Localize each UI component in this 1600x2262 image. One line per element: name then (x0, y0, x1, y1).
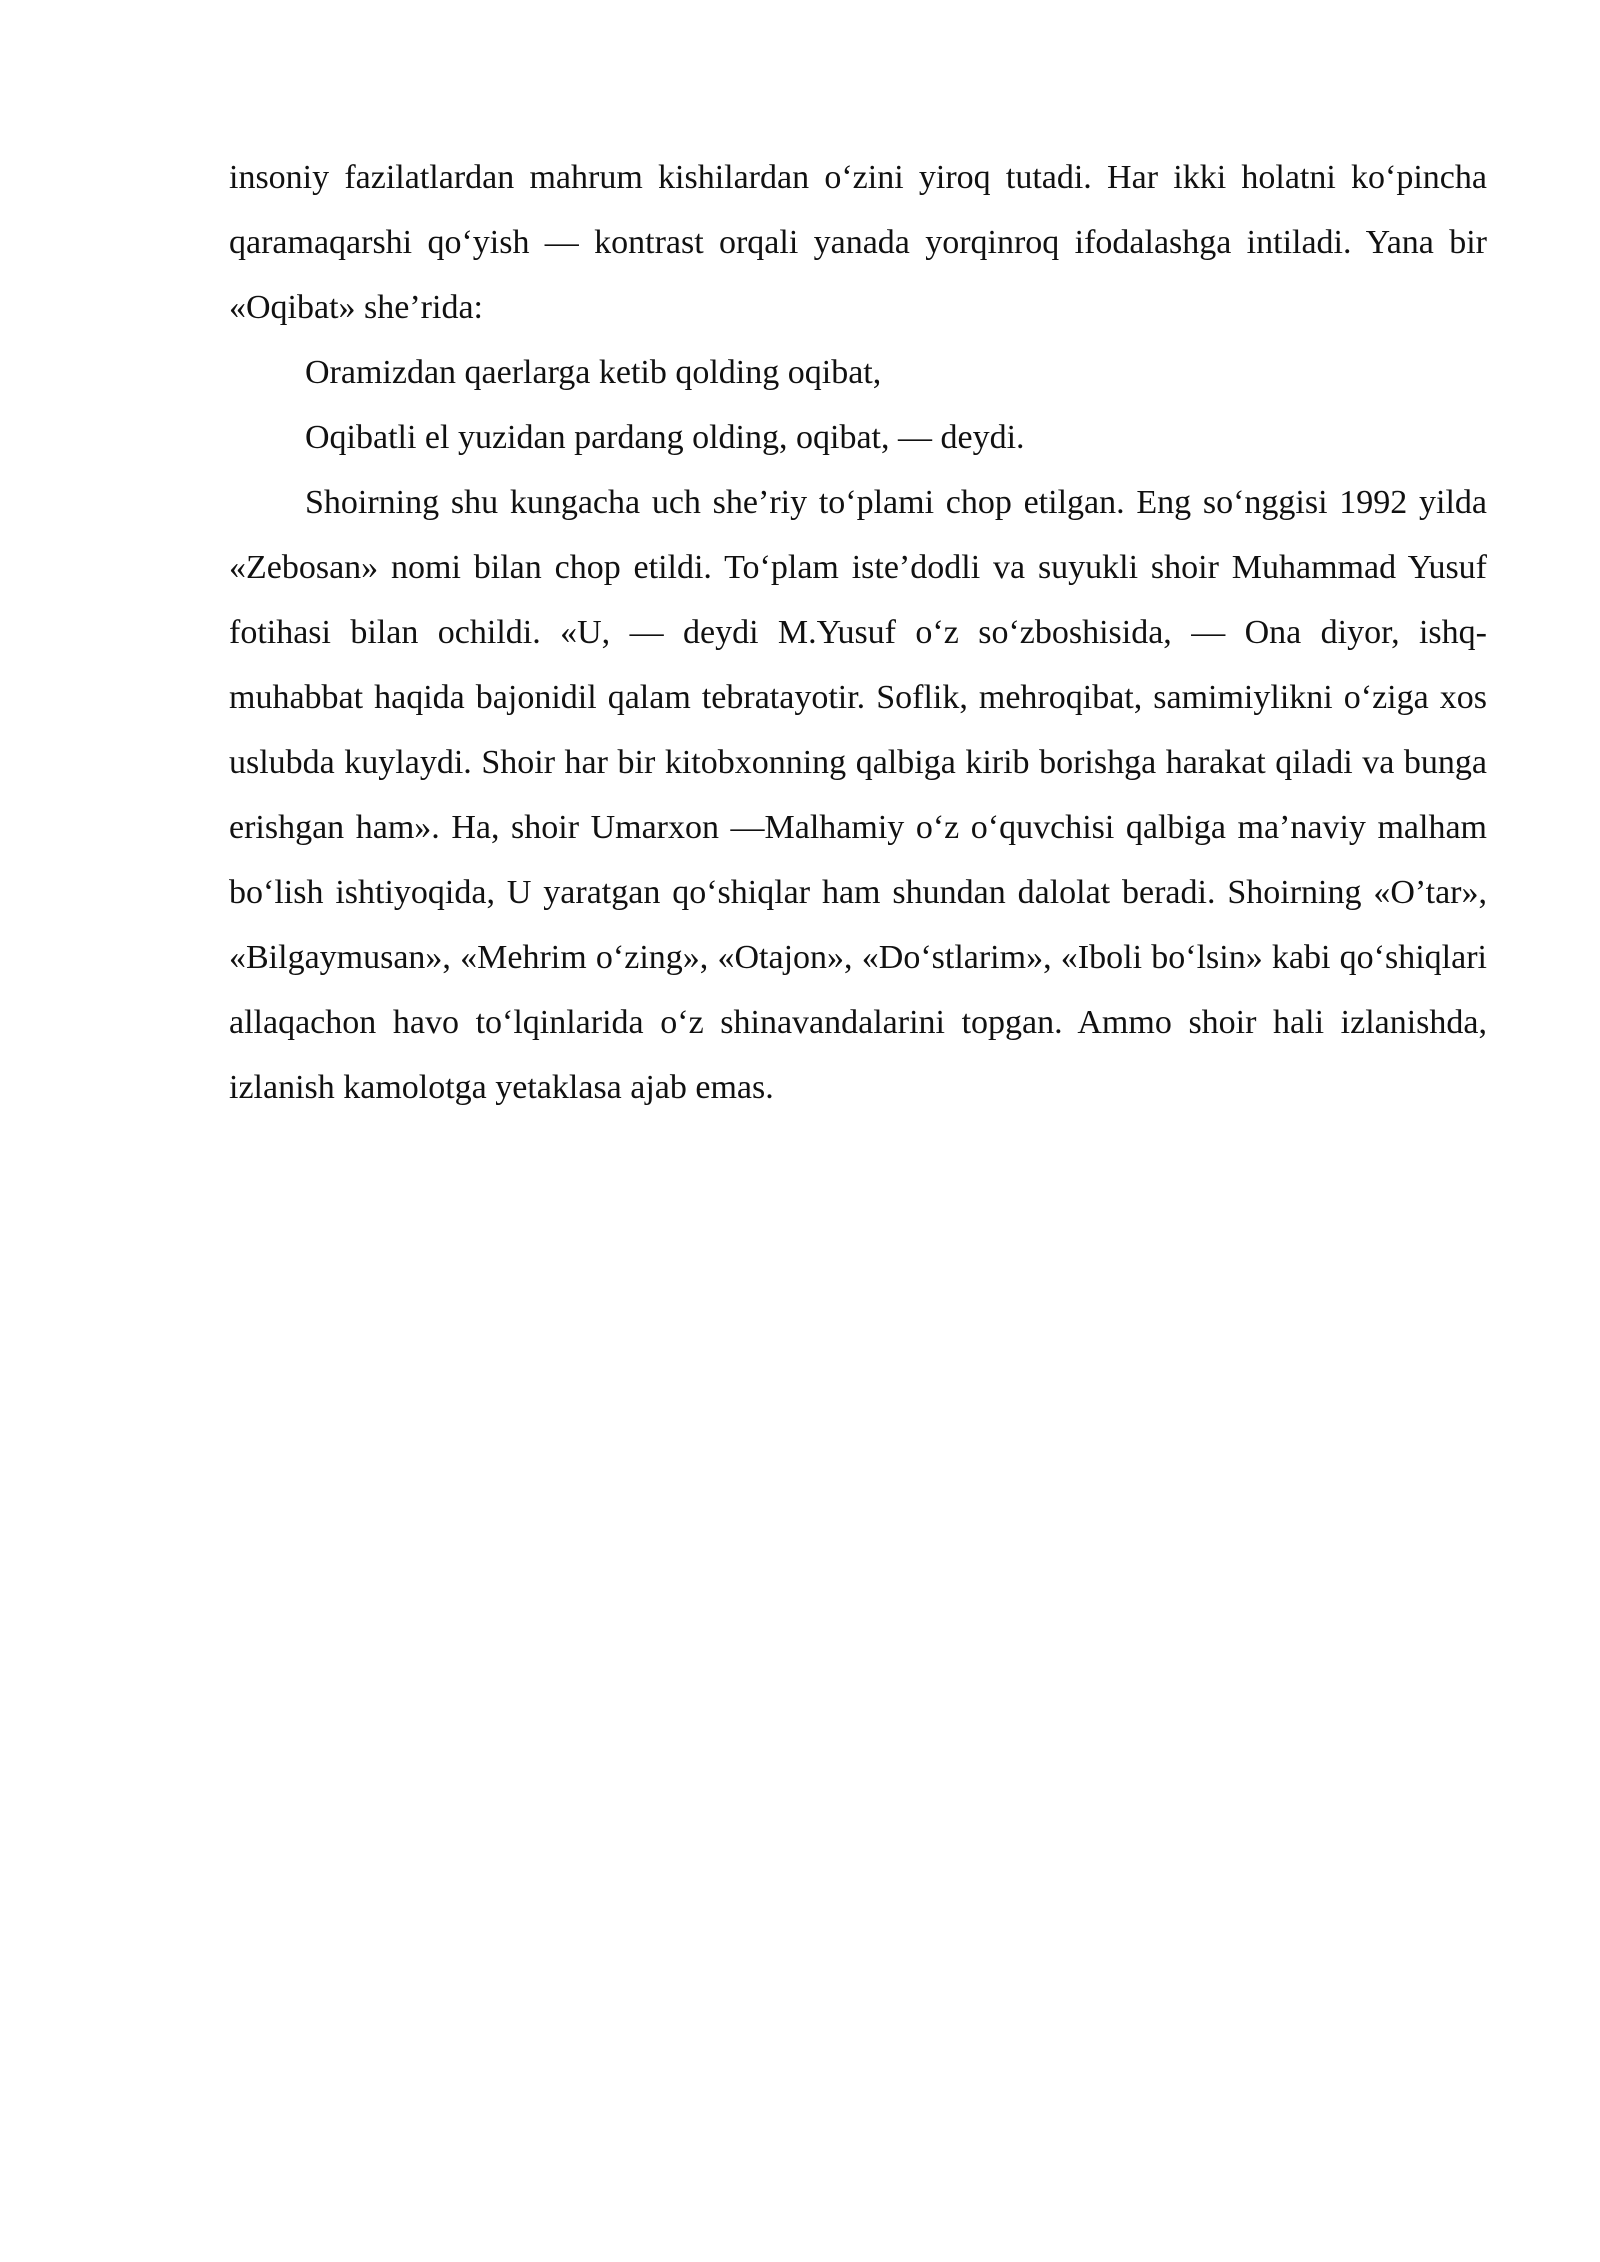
verse-line-2: Oqibatli el yuzidan pardang olding, oqibat, — deydi. (305, 419, 1025, 456)
paragraph-main: Shoirning shu kungacha uch she’riy to‘plami chop etilgan. Eng so‘nggisi 1992 yilda «Zebosan» nomi bilan chop etildi. To‘plam iste’dodli va suyukli shoir Muhammad Yusuf fotihasi bilan ochildi. «U, — deydi M.Yusuf o‘z so‘zboshisida, — Ona diyor, ishq-muhabbat haqida bajonidil qalam tebratayotir. Soflik, mehroqibat, samimiylikni o‘ziga xos uslubda kuylaydi. Shoir har bir kitobxonning qalbiga kirib borishga harakat qiladi va bunga erishgan ham». Ha, shoir Umarxon —Malhamiy o‘z o‘quvchisi qalbiga ma’naviy malham bo‘lish ishtiyoqida, U yaratgan qo‘shiqlar ham shundan dalolat beradi. Shoirning «O’tar», «Bilgaymusan», «Mehrim o‘zing», «Otajon», «Do‘stlarim», «Iboli bo‘lsin» kabi qo‘shiqlari allaqachon havo to‘lqinlarida o‘z shinavandalarini topgan. Ammo shoir hali izlanishda, izlanish kamolotga yetaklasa ajab emas. (229, 484, 1487, 1106)
paragraph-intro: insoniy fazilatlardan mahrum kishilardan o‘zini yiroq tutadi. Har ikki holatni ko‘pincha qaramaqarshi qo‘yish — kontrast orqali yanada yorqinroq ifodalashga intiladi. Yana bir «Oqibat» she’rida: (229, 159, 1487, 326)
verse-line-1: Oramizdan qaerlarga ketib qolding oqibat, (305, 354, 882, 391)
document-body (229, 145, 1487, 1120)
